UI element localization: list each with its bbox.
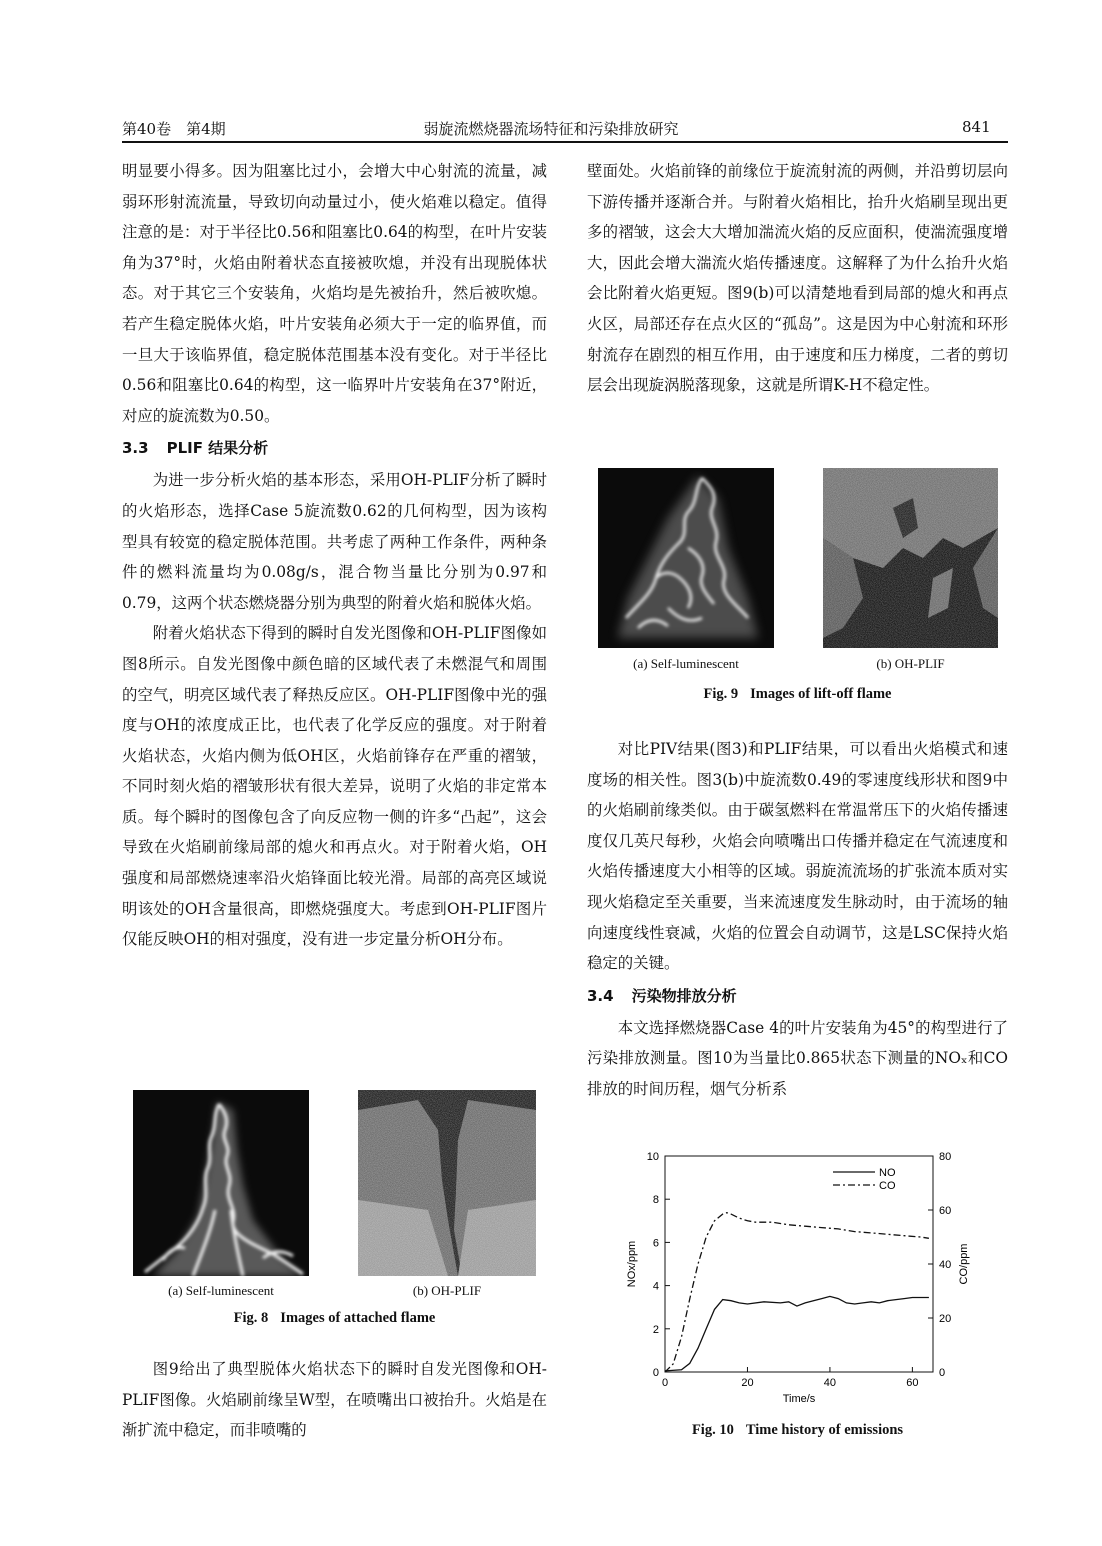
y-tick-label-right: 40 bbox=[939, 1259, 952, 1271]
section-number: 3.4 bbox=[587, 986, 614, 1005]
y-tick-label-left: 6 bbox=[652, 1237, 659, 1250]
y-tick-label-right: 60 bbox=[939, 1205, 952, 1217]
section-title: 污染物排放分析 bbox=[631, 986, 737, 1005]
fig8-subcaption-a: (a) Self-luminescent bbox=[168, 1283, 274, 1298]
fig8-label: Fig. 8 bbox=[233, 1310, 269, 1326]
series-line-no bbox=[665, 1296, 929, 1371]
right-column-middle bbox=[587, 734, 1008, 1105]
fig8-caption-text: Images of attached flame bbox=[280, 1310, 436, 1326]
header-rule bbox=[122, 141, 1008, 143]
fig10-caption bbox=[587, 1422, 1008, 1439]
fig10-label: Fig. 10 bbox=[691, 1422, 734, 1438]
fig9-self-luminescent-image bbox=[598, 468, 774, 648]
y-tick-label-left: 8 bbox=[652, 1194, 659, 1207]
fig10-caption-text: Time history of emissions bbox=[745, 1422, 904, 1438]
y-tick-label-left: 10 bbox=[646, 1151, 659, 1163]
legend-label-co: CO bbox=[879, 1180, 896, 1192]
right-paragraph-3: 本文选择燃烧器Case 4的叶片安装角为45°的构型进行了污染排放测量。图10为当量比0.865状态下测量的NOₓ和CO排放的时间历程，烟气分析系 bbox=[587, 1018, 1008, 1098]
section-number: 3.3 bbox=[122, 439, 149, 458]
page-number: 841 bbox=[962, 118, 991, 136]
fig9-subcaption-b: (b) OH-PLIF bbox=[876, 656, 945, 671]
journal-volume-issue: 第40卷 第4期 bbox=[122, 120, 226, 138]
emissions-chart-svg bbox=[615, 1150, 975, 1420]
y-tick-label-left: 4 bbox=[652, 1280, 659, 1293]
y-tick-label-right: 80 bbox=[939, 1151, 952, 1163]
fig8-self-luminescent-image bbox=[133, 1090, 309, 1276]
fig10-emissions-chart bbox=[615, 1150, 975, 1420]
x-tick-label: 60 bbox=[906, 1377, 919, 1389]
x-axis-label: Time/s bbox=[782, 1393, 816, 1405]
left-paragraph-1: 明显要小得多。因为阻塞比过小，会增大中心射流的流量，减弱环形射流流量，导致切向动量过小，使火焰难以稳定。值得注意的是：对于半径比0.56和阻塞比0.64的构型，在叶片安装角为37°时，火焰由附着状态直接被吹熄，并没有出现脱体状态。对于其它三个安装角，火焰均是先被抬升，然后被吹熄。若产生稳定脱体火焰，叶片安装角必须大于一定的临界值，而一旦大于该临界值，稳定脱体范围基本没有变化。对于半径比0.56和阻塞比0.64的构型，这一临界叶片安装角在37°附近，对应的旋流数为0.50。 bbox=[122, 162, 547, 425]
section-3-3-heading bbox=[122, 431, 547, 465]
x-tick-label: 0 bbox=[661, 1377, 669, 1389]
y-axis-label-right: CO/ppm bbox=[958, 1243, 970, 1285]
section-3-4-heading bbox=[587, 979, 1008, 1013]
running-title: 弱旋流燃烧器流场特征和污染排放研究 bbox=[423, 120, 679, 138]
left-paragraph-2: 为进一步分析火焰的基本形态，采用OH-PLIF分析了瞬时的火焰形态，选择Case 5旋流数0.62的几何构型，因为该构型具有较宽的稳定脱体范围。共考虑了两种工作条件，两种条件的燃料流量均为0.08g/s，混合物当量比分别为0.97和0.79，这两个状态燃烧器分别为典型的附着火焰和脱体火焰。 bbox=[122, 471, 547, 612]
left-column-bottom bbox=[122, 1354, 547, 1446]
y-tick-label-left: 0 bbox=[652, 1367, 659, 1379]
fig9-subcaption-a: (a) Self-luminescent bbox=[633, 656, 739, 671]
fig9-oh-plif-image bbox=[823, 468, 998, 648]
series-line-co bbox=[665, 1213, 929, 1372]
fig8-caption bbox=[122, 1310, 547, 1327]
x-tick-label: 20 bbox=[741, 1377, 754, 1389]
fig8-oh-plif-image bbox=[358, 1090, 536, 1276]
fig9-label: Fig. 9 bbox=[703, 686, 739, 702]
y-tick-label-right: 0 bbox=[939, 1367, 946, 1379]
left-paragraph-4: 图9给出了典型脱体火焰状态下的瞬时自发光图像和OH-PLIF图像。火焰刷前缘呈W型，在喷嘴出口被抬升。火焰是在渐扩流中稳定，而非喷嘴的 bbox=[122, 1360, 547, 1440]
left-paragraph-3: 附着火焰状态下得到的瞬时自发光图像和OH-PLIF图像如图8所示。自发光图像中颜色暗的区域代表了未燃混气和周围的空气，明亮区域代表了释热反应区。OH-PLIF图像中光的强度与OH的浓度成正比，也代表了化学反应的强度。对于附着火焰状态，火焰内侧为低OH区，火焰前锋存在严重的褶皱，不同时刻火焰的褶皱形状有很大差异，说明了火焰的非定常本质。每个瞬时的图像包含了向反应物一侧的许多“凸起”，这会导致在火焰刷前缘局部的熄火和再点火。对于附着火焰，OH强度和局部燃烧速率沿火焰锋面比较光滑。局部的高亮区域说明该处的OH含量很高，即燃烧强度大。考虑到OH-PLIF图片仅能反映OH的相对强度，没有进一步定量分析OH分布。 bbox=[122, 624, 547, 949]
section-title: PLIF 结果分析 bbox=[166, 439, 269, 458]
fig8-subcaption-b: (b) OH-PLIF bbox=[412, 1283, 482, 1298]
right-paragraph-2: 对比PIV结果(图3)和PLIF结果，可以看出火焰模式和速度场的相关性。图3(b)中旋流数0.49的零速度线形状和图9中的火焰刷前缘类似。由于碳氢燃料在常温常压下的火焰传播速度仅几英尺每秒，火焰会向喷嘴出口传播并稳定在气流速度和火焰传播速度大小相等的区域。弱旋流流场的扩张流本质对实现火焰稳定至关重要，当来流速度发生脉动时，由于流场的轴向速度线性衰减，火焰的位置会自动调节，这是LSC保持火焰稳定的关键。 bbox=[587, 740, 1008, 973]
left-column bbox=[122, 156, 547, 955]
fig9-caption-text: Images of lift-off flame bbox=[750, 686, 892, 702]
y-tick-label-left: 2 bbox=[652, 1323, 659, 1336]
y-tick-label-right: 20 bbox=[939, 1313, 952, 1325]
y-axis-label-left: NOx/ppm bbox=[626, 1240, 638, 1288]
x-tick-label: 40 bbox=[823, 1377, 837, 1389]
right-column-top bbox=[587, 156, 1008, 401]
fig9-caption bbox=[587, 686, 1008, 703]
legend-label-no: NO bbox=[879, 1167, 896, 1179]
right-paragraph-1: 壁面处。火焰前锋的前缘位于旋流射流的两侧，并沿剪切层向下游传播并逐渐合并。与附着火焰相比，抬升火焰刷呈现出更多的褶皱，这会大大增加湍流火焰的反应面积，使湍流强度增大，因此会增大湍流火焰传播速度。这解释了为什么抬升火焰会比附着火焰更短。图9(b)可以清楚地看到局部的熄火和再点火区，局部还存在点火区的“孤岛”。这是因为中心射流和环形射流存在剧烈的相互作用，由于速度和压力梯度，二者的剪切层会出现旋涡脱落现象，这就是所谓K-H不稳定性。 bbox=[587, 162, 1008, 395]
